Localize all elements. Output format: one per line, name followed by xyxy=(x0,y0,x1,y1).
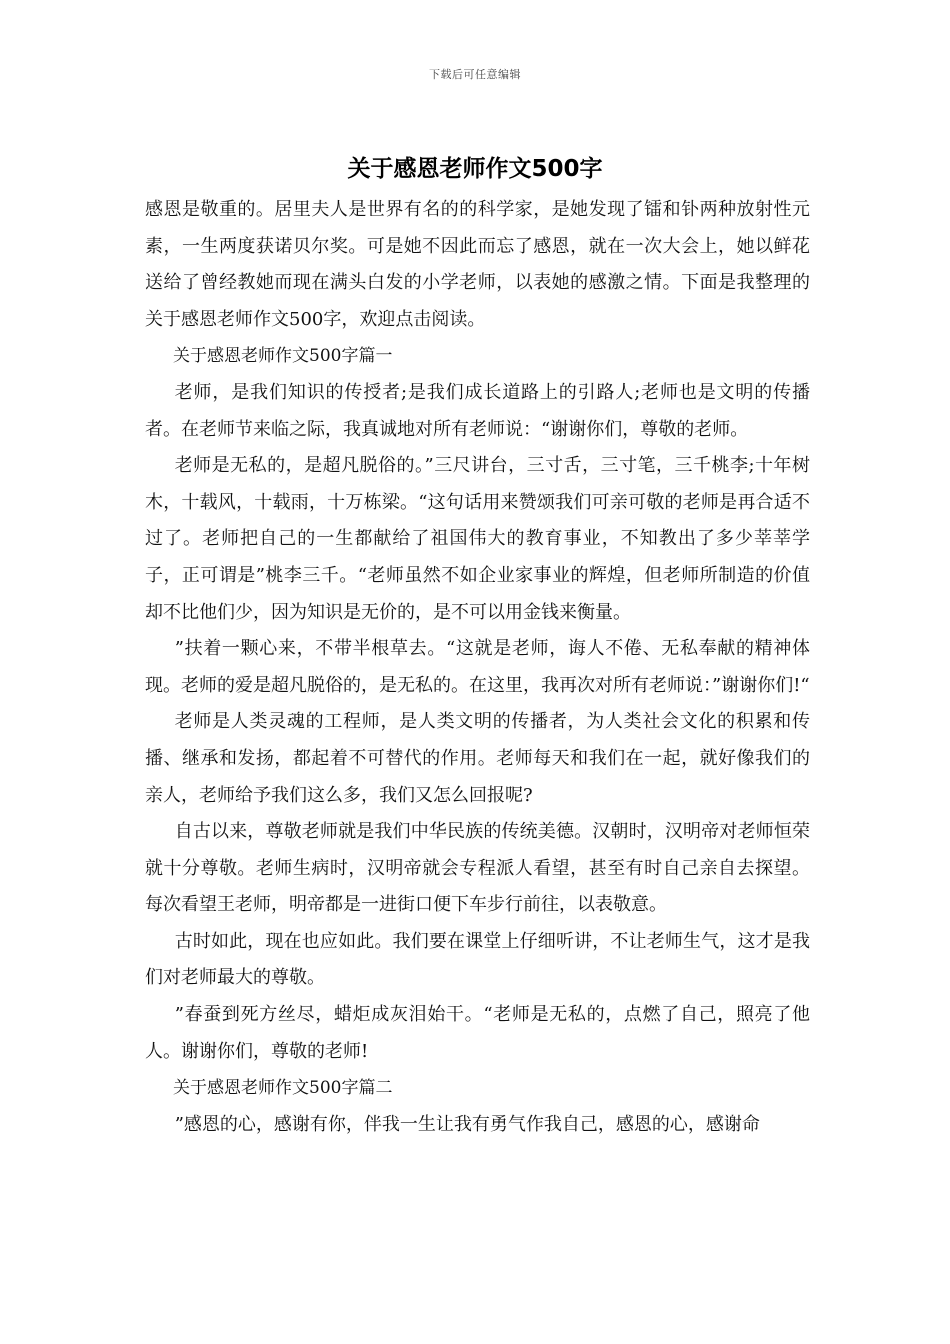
paragraph: ”感恩的心，感谢有你，伴我一生让我有勇气作我自己，感恩的心，感谢命 xyxy=(174,1113,760,1135)
header-note: 下载后可任意编辑 xyxy=(429,68,521,81)
paragraph: ”春蚕到死方丝尽，蜡炬成灰泪始干。“老师是无私的，点燃了自己，照亮了他人。谢谢你们，尊敬的老师! xyxy=(145,1004,810,1062)
paragraph: 古时如此，现在也应如此。我们要在课堂上仔细听讲，不让老师生气，这才是我们对老师最大的尊敬。 xyxy=(145,930,810,989)
intro-paragraph: 感恩是敬重的。居里夫人是世界有名的的科学家，是她发现了镭和钋两种放射性元素，一生两度获诺贝尔奖。可是她不因此而忘了感恩，就在一次大会上，她以鲜花送给了曾经教她而现在满头白发的小学老师，以表她的感激之情。下面是我整理的关于感恩老师作文500字，欢迎点击阅读。 xyxy=(145,199,810,330)
paragraph: 老师是无私的，是超凡脱俗的。”三尺讲台，三寸舌，三寸笔，三千桃李;十年树木，十载风，十载雨，十万栋梁。“这句话用来赞颂我们可亲可敬的老师是再合适不过了。老师把自己的一生都献给了祖国伟大的教育事业，不知教出了多少莘莘学子，正可谓是”桃李三千。“老师虽然不如企业家事业的辉煌，但老师所制造的价值却不比他们少，因为知识是无价的，是不可以用金钱来衡量。 xyxy=(145,455,810,623)
article-body xyxy=(145,192,810,1143)
page-title: 关于感恩老师作文500字 xyxy=(347,156,603,182)
section-heading-1: 关于感恩老师作文500字篇一 xyxy=(173,346,393,367)
paragraph: 自古以来，尊敬老师就是我们中华民族的传统美德。汉朝时，汉明帝对老师恒荣就十分尊敬。老师生病时，汉明帝就会专程派人看望，甚至有时自己亲自去探望。每次看望王老师，明帝都是一进街口便下车步行前往，以表敬意。 xyxy=(145,821,810,916)
paragraph: 老师是人类灵魂的工程师，是人类文明的传播者，为人类社会文化的积累和传播、继承和发扬，都起着不可替代的作用。老师每天和我们在一起，就好像我们的亲人，老师给予我们这么多，我们又怎么回报呢? xyxy=(145,711,810,806)
paragraph: 老师，是我们知识的传授者;是我们成长道路上的引路人;老师也是文明的传播者。在老师节来临之际，我真诚地对所有老师说：“谢谢你们，尊敬的老师。 xyxy=(145,381,810,440)
paragraph: ”扶着一颗心来，不带半根草去。“这就是老师，诲人不倦、无私奉献的精神体现。老师的爱是超凡脱俗的，是无私的。在这里，我再次对所有老师说：”谢谢你们!“ xyxy=(145,638,810,696)
section-heading-2: 关于感恩老师作文500字篇二 xyxy=(173,1078,393,1099)
